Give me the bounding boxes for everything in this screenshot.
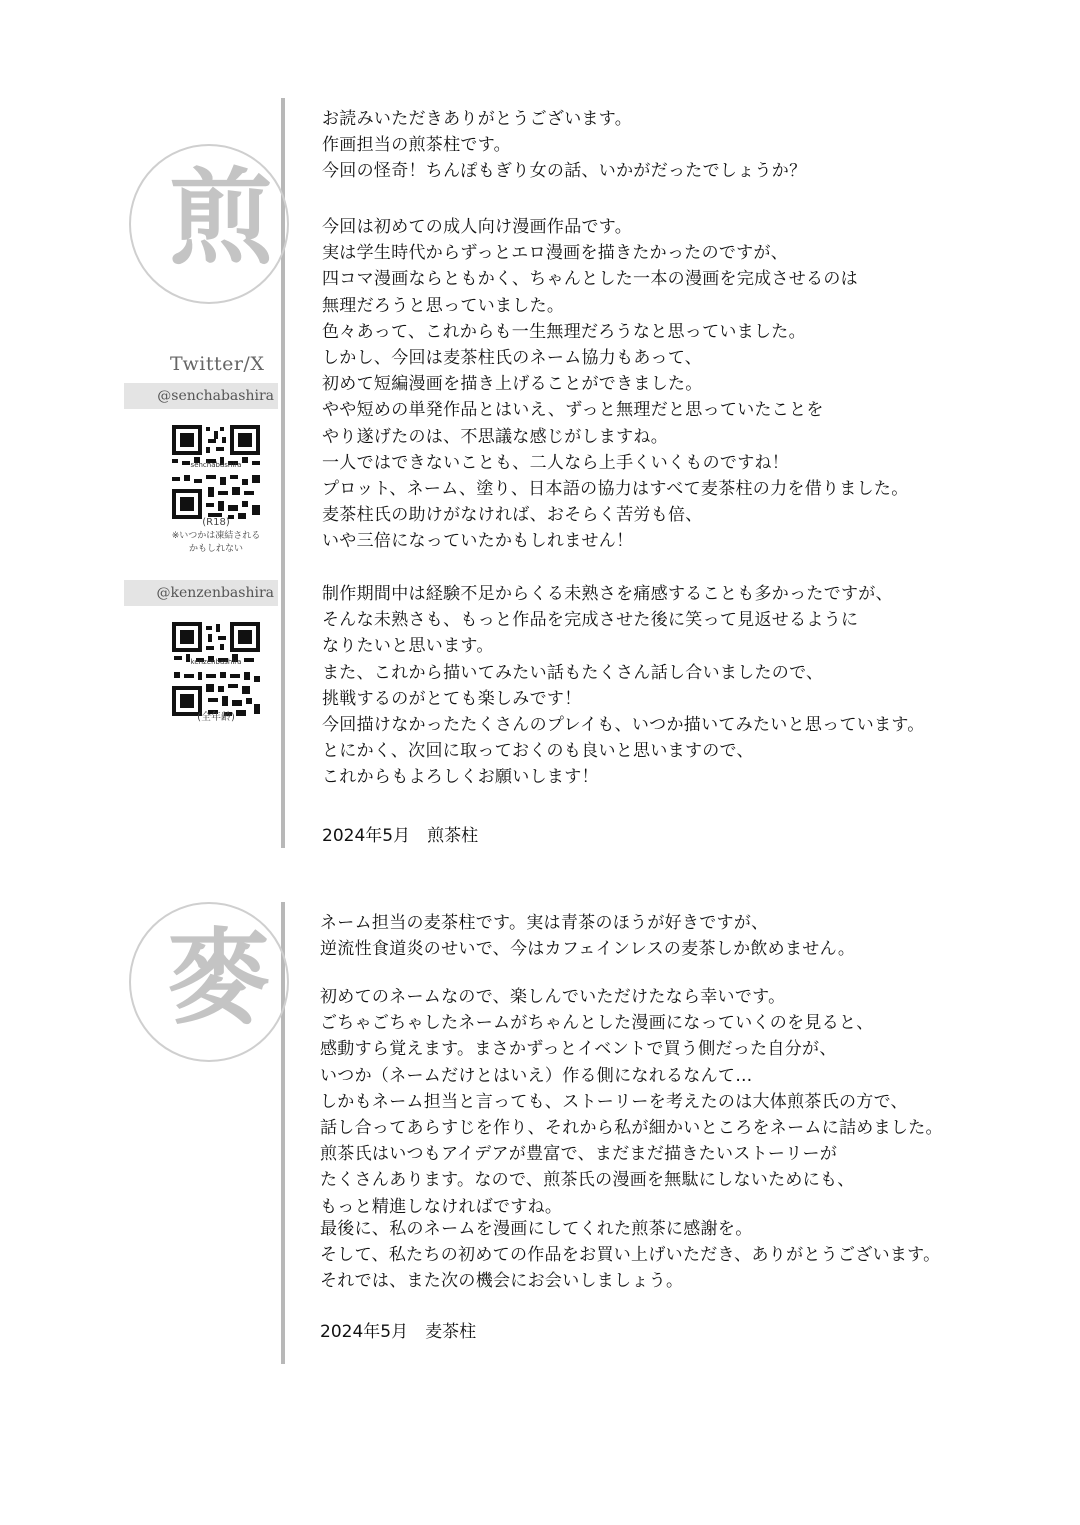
- handle-senchabashira[interactable]: @senchabashira: [124, 383, 278, 409]
- qr2-caption: kenzenbashira: [190, 658, 242, 666]
- freeze-warning-line2: かもしれない: [188, 544, 243, 554]
- sencha-paragraph-2: 今回は初めての成人向け漫画作品です。 実は学生時代からずっとエロ漫画を描きたかったのですが、 四コマ漫画ならともかく、ちゃんとした一本の漫画を完成させるのは 無理だろうと思っていました。 色々あって、これからも一生無理だろうなと思っていました。 しかし、今回は麦茶柱氏のネーム協力もあって、 初めて短編漫画を描き上げることができました。 やや短めの単発作品とはいえ、ずっと無理だと思っていたことを やり遂げたのは、不思議な感じがしますね。 一人ではできないことも、二人なら上手くいくものですね！ プロット、ネーム、塗り、日本語の協力はすべて麦茶柱の力を借りました。 麦茶柱氏の助けがなければ、おそらく苦労も倍、 いや三倍になっていたかもしれません！: [322, 217, 909, 552]
- mugicha-paragraph-3: 最後に、私のネームを漫画にしてくれた煎茶に感謝を。 そして、私たちの初めての作品をお買い上げいただき、ありがとうございます。 それでは、また次の機会にお会いしましょう。: [320, 1219, 941, 1292]
- sencha-emblem: [129, 144, 289, 304]
- sencha-paragraph-1: お読みいただきありがとうございます。 作画担当の煎茶柱です。 今回の怪奇！ちんぽもぎり女の話、いかがだったでしょうか？: [322, 109, 807, 182]
- sencha-paragraph-3: 制作期間中は経験不足からくる未熟さを痛感することも多かったですが、 そんな未熟さも、もっと作品を完成させた後に笑って見返せるように なりたいと思います。 また、これから描いてみたい話もたくさん話し合いましたので、 挑戦するのがとても楽しみです！ 今回描けなかったたくさんのプレイも、いつか描いてみたいと思っています。 とにかく、次回に取っておくのも良いと思いますので、 これからもよろしくお願いします！: [322, 584, 925, 788]
- handle-kenzenbashira[interactable]: @kenzenbashira: [124, 580, 278, 606]
- freeze-warning-line1: ※いつかは凍結される: [171, 531, 261, 541]
- all-ages-label: (全年齢): [197, 712, 235, 723]
- sencha-glyph: 煎: [169, 156, 274, 279]
- mugicha-paragraph-1: ネーム担当の麦茶柱です。実は青茶のほうが好きですが、 逆流性食道炎のせいで、今はカフェインレスの麦茶しか飲めません。: [320, 913, 856, 960]
- qr1-caption: senchabashira: [190, 461, 242, 469]
- sencha-signature: 2024年5月 煎茶柱: [322, 826, 479, 846]
- mugicha-paragraph-2: 初めてのネームなので、楽しんでいただけたなら幸いです。 ごちゃごちゃしたネームがちゃんとした漫画になっていくのを見ると、 感動すら覚えます。まさかずっとイベントで買う側だった自分が、 いつか（ネームだけとはいえ）作る側になれるなんて… しかもネーム担当と言っても、ストーリーを考えたのは大体煎茶氏の方で、 話し合ってあらすじを作り、それから私が細かいところをネームに詰めました。 煎茶氏はいつもアイデアが豊富で、まだまだ描きたいストーリーが たくさんあります。なので、煎茶氏の漫画を無駄にしないためにも、 もっと精進しなければですね。: [320, 987, 943, 1217]
- mugicha-glyph: 麥: [167, 916, 272, 1039]
- mugicha-signature: 2024年5月 麦茶柱: [320, 1322, 477, 1342]
- r18-label: (R18): [202, 517, 230, 528]
- twitter-label: Twitter/X: [170, 353, 265, 375]
- mugicha-emblem: [129, 902, 289, 1062]
